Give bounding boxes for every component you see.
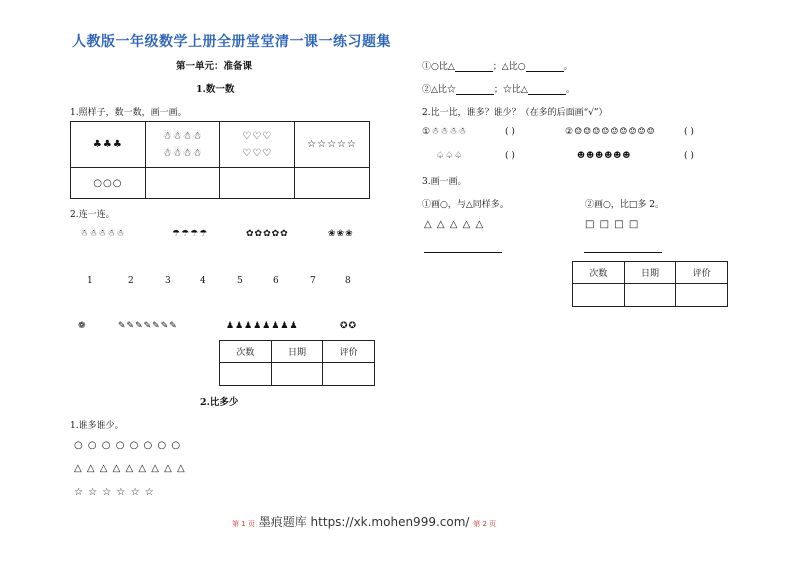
compare-row2-label2: ☻☻☻☻☻☻ — [577, 151, 632, 161]
group-umbrellas: ☂☂☂☂ — [172, 229, 209, 239]
q3-right-instruction: 3.画一画。 — [422, 177, 467, 187]
page-number-2: 第 2 页 — [473, 520, 497, 528]
answer-blank[interactable] — [455, 62, 493, 72]
group-snowmen: ☃☃☃☃☃ — [80, 229, 126, 239]
triangles-row: △ △ △ △ △ — [424, 219, 485, 230]
triangle-row: △ △ △ △ △ △ △ △ △ — [74, 463, 186, 474]
q2-instruction: 2.连一连。 — [70, 210, 115, 220]
header-rating: 评价 — [323, 341, 375, 363]
count-table — [70, 121, 370, 199]
number-3: 3 — [165, 276, 171, 286]
number-6: 6 — [273, 276, 279, 286]
squares-row: □ □ □ □ — [585, 219, 640, 230]
stars-cell: ☆☆☆☆☆ — [295, 122, 370, 168]
answer-blank[interactable] — [456, 85, 494, 95]
answer-cell-1[interactable] — [145, 168, 220, 199]
draw-task-1: ①画○，与△同样多。 — [422, 200, 509, 210]
site-link[interactable]: 墨痕题库 https://xk.mohen999.com/ — [258, 515, 470, 529]
cell-date[interactable] — [271, 363, 323, 386]
cell-date[interactable] — [624, 284, 676, 307]
compare-row1-label2: ②☺☺☺☺☺☺☺☺☺ — [565, 127, 656, 137]
group-pencils: ✎✎✎✎✎✎✎ — [118, 321, 178, 331]
header-date: 日期 — [624, 262, 676, 284]
unit-heading: 第一单元：准备课 — [176, 61, 253, 72]
compare-row2-label: ♤♤♤ — [436, 151, 464, 161]
record-table-right — [572, 261, 728, 307]
number-1: 1 — [87, 276, 93, 286]
draw-answer-line-2[interactable] — [584, 252, 662, 253]
group-blossoms: ❀❀❀ — [328, 229, 354, 239]
compare-row2-paren2[interactable]: ( ) — [684, 151, 694, 161]
header-times: 次数 — [220, 341, 272, 363]
compare-line-2: ②△比☆ ；☆比△ 。 — [422, 85, 575, 95]
snowman-cell: ☃☃☃☃ ☃☃☃☃ — [145, 122, 220, 168]
record-table-left — [219, 340, 375, 386]
footer — [232, 513, 496, 530]
lesson1-heading: 1.数一数 — [196, 84, 235, 95]
hearts-cell: ♡♡♡ ♡♡♡ — [220, 122, 295, 168]
answer-cell-3[interactable] — [295, 168, 370, 199]
circles-cell: ○○○ — [71, 168, 146, 199]
compare-row1-paren[interactable]: ( ) — [505, 127, 515, 137]
cell-rating[interactable] — [323, 363, 375, 386]
compare-line-1: ①○比△ ；△比○ 。 — [422, 62, 573, 72]
group-pieces: ♟♟♟♟♟♟♟♟ — [226, 321, 299, 331]
group-flowers: ✿✿✿✿✿ — [246, 229, 289, 239]
group-badges: ✪✪ — [340, 321, 358, 331]
draw-answer-line-1[interactable] — [424, 252, 502, 253]
compare-row1-paren2[interactable]: ( ) — [684, 127, 694, 137]
number-8: 8 — [345, 276, 351, 286]
clubs-cell: ♣♣♣ — [71, 122, 146, 168]
cell-times[interactable] — [220, 363, 272, 386]
q1-instruction: 1.照样子，数一数，画一画。 — [70, 108, 187, 118]
q2-right-instruction: 2.比一比，谁多？谁少？（在多的后面画“√”） — [422, 108, 608, 118]
cell-times[interactable] — [573, 284, 625, 307]
q3-instruction: 1.谁多谁少。 — [70, 421, 124, 431]
compare-row2-paren[interactable]: ( ) — [505, 151, 515, 161]
number-7: 7 — [310, 276, 316, 286]
draw-task-2: ②画○，比□多 2。 — [585, 200, 664, 210]
header-date: 日期 — [271, 341, 323, 363]
header-rating: 评价 — [676, 262, 728, 284]
answer-blank[interactable] — [528, 85, 566, 95]
header-times: 次数 — [573, 262, 625, 284]
number-2: 2 — [128, 276, 134, 286]
lesson2-heading: 2.比多少 — [200, 397, 239, 408]
cell-rating[interactable] — [676, 284, 728, 307]
group-single: ❁ — [78, 321, 87, 331]
star-row: ☆ ☆ ☆ ☆ ☆ ☆ — [74, 487, 155, 498]
page-number-1: 第 1 页 — [232, 520, 255, 528]
compare-row1-label: ①☃☃☃☃ — [422, 127, 468, 137]
answer-cell-2[interactable] — [220, 168, 295, 199]
number-5: 5 — [237, 276, 243, 286]
page-title: 人教版一年级数学上册全册堂堂清一课一练习题集 — [72, 34, 391, 50]
answer-blank[interactable] — [526, 62, 564, 72]
number-4: 4 — [200, 276, 206, 286]
circle-row: ○ ○ ○ ○ ○ ○ ○ ○ — [74, 440, 182, 451]
